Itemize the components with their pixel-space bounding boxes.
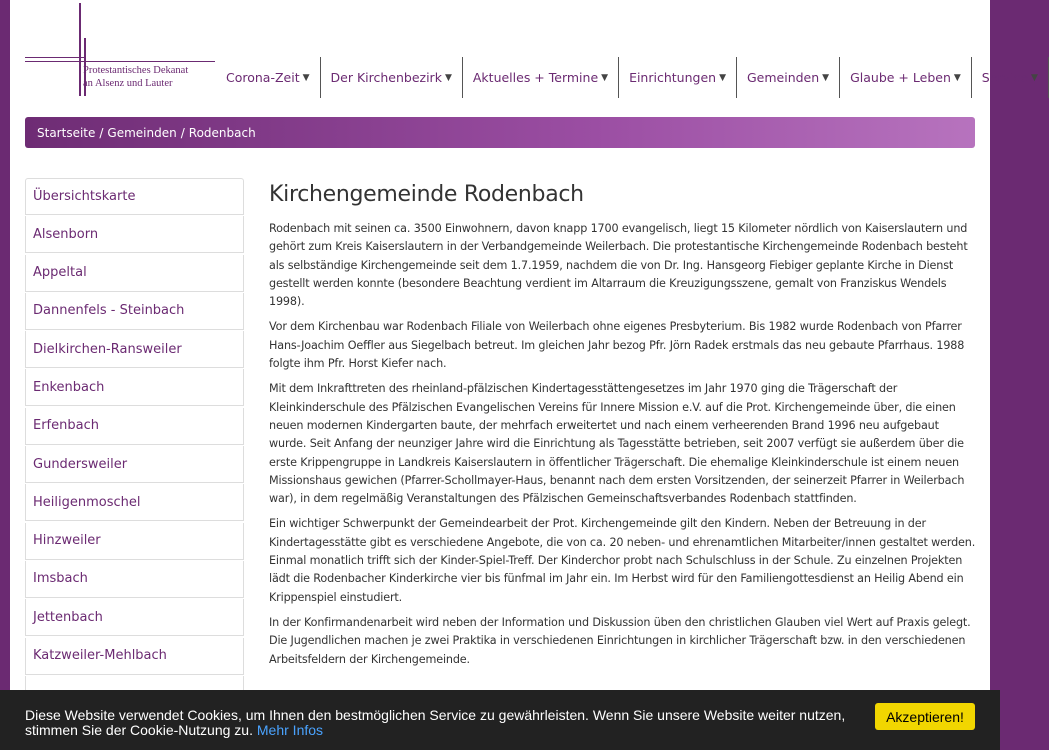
content-paragraph: Mit dem Inkrafttreten des rheinland-pfälzischen Kindertagesstättengesetzes im Jahr 1970 ging die Trägerschaft der Kleinkinderschule des Pfälzischen Evangelischen Vereins für Innere Mission e.V. auf die Prot. Kirchengemeinde über, die einen neuen modernen Kindergarten baute, der mehrfach erweitertet und nach einem verheerenden Brand 1996 neu aufgebaut wurde. Seit Anfang der neunziger Jahre wird die Einrichtung als Tagesstätte betrieben, seit 2007 verfügt sie außerdem über die erste Krippengruppe in Landkreis Kaiserslautern in öffentlicher Trägerschaft. Die ehemalige Kleinkinderschule ist einem neuen Missionshaus gewichen (Pfarrer-Schollmayer-Haus, benannt nach dem ersten Vorsitzenden, der seinerzeit Pfarrer in Weilerbach war), in dem regelmäßig Veranstaltungen des Pfälzischen Gemeinschaftsverbandes Rodenbach stattfinden. [269,382,965,506]
breadcrumb [25,117,975,148]
cookie-accept-button[interactable]: Akzeptieren! [875,703,975,730]
breadcrumb-home-link[interactable]: Startseite [37,125,96,140]
nav-item-glaube-leben[interactable] [839,57,971,98]
content-paragraph: Vor dem Kirchenbau war Rodenbach Filiale von Weilerbach ohne eigenes Presbyterium. Bis 1982 wurde Rodenbach von Pfarrer Hans-Joachim Oeffler aus Siegelbach betreut. Im gleichen Jahr bezog Pfr. Jörn Radek erstmals das neu gebaute Pfarrhaus. 1988 folgte ihm Pfr. Horst Kiefer nach. [269,320,965,371]
cookie-banner [0,690,1000,750]
logo-line-2: an Alsenz und Lauter [83,78,173,89]
sidebar-item-dannenfels-steinbach[interactable]: Dannenfels - Steinbach [25,293,244,330]
sidebar-item-uebersichtskarte[interactable]: Übersichtskarte [25,178,244,215]
nav-item-label: Aktuelles + Termine [472,70,599,85]
content-paragraph: In der Konfirmandenarbeit wird neben der Information und Diskussion üben den christlichen Glauben viel Wert auf Praxis gelegt. Die Jugendlichen machen je zwei Praktika in verschiedenen Einrichtungen in kirchlicher Trägerschaft bzw. in den verschiedenen Arbeitsfeldern der Kirchengemeinde. [269,615,971,666]
cookie-more-info-link[interactable]: Mehr Infos [256,722,324,738]
sidebar-item-dielkirchen-ransweiler[interactable]: Dielkirchen-Ransweiler [25,331,244,368]
sidebar-item-heiligenmoschel[interactable]: Heiligenmoschel [25,484,244,521]
nav-item-gemeinden[interactable] [736,57,839,98]
nav-item-einrichtungen[interactable] [618,57,736,98]
caret-down-icon: ▼ [822,72,830,83]
page [10,0,1038,750]
sidebar-item-imsbach[interactable]: Imsbach [25,561,244,598]
cookie-message [25,708,865,738]
cookie-text: Diese Website verwendet Cookies, um Ihnen den bestmöglichen Service zu gewährleisten. Wenn Sie unsere Website weiter nutzen, stimmen Sie der Cookie-Nutzung zu. [25,707,846,738]
sidebar-item-appeltal[interactable]: Appeltal [25,255,244,292]
nav-item-label: Glaube + Leben [850,70,951,85]
nav-item-label: Gemeinden [746,70,820,85]
sidebar-item-alsenborn[interactable]: Alsenborn [25,216,244,253]
breadcrumb-separator: / [99,125,104,140]
nav-item-kirchenbezirk[interactable] [320,57,462,98]
nav-item-corona-zeit[interactable] [216,57,320,98]
sidebar-menu [25,178,244,714]
content-paragraph: Rodenbach mit seinen ca. 3500 Einwohnern, davon knapp 1700 evangelisch, liegt 15 Kilometer nördlich von Kaiserslautern und gehört zum Kreis Kaiserslautern in der Verbandgemeinde Weilerbach. Die protestantische Kirchengemeinde Rodenbach besteht als selbständige Kirchengemeinde seit dem 1.7.1959, nachdem die von Dr. Ing. Hansgeorg Fiebiger geplante Kirche in Dienst gestellt werden konnte (besondere Beachtung verdient im Altarraum die Kreuzigungsszene, gemalt von Franziskus Wendels 1998). [269,222,968,309]
logo-cross-line [25,57,85,58]
page-title: Kirchengemeinde Rodenbach [269,182,584,207]
caret-down-icon: ▼ [719,72,726,83]
sidebar-item-jettenbach[interactable]: Jettenbach [25,599,244,636]
site-logo[interactable] [25,0,205,100]
caret-down-icon: ▼ [1031,72,1038,83]
nav-item-label: Einrichtungen [629,70,717,85]
caret-down-icon: ▼ [953,72,961,83]
caret-down-icon: ▼ [444,72,452,83]
sidebar-item-hinzweiler[interactable]: Hinzweiler [25,523,244,560]
logo-line-1: Protestantisches Dekanat [83,65,189,76]
main-content [269,182,977,676]
sidebar-item-erfenbach[interactable]: Erfenbach [25,408,244,445]
main-navigation [216,57,1049,98]
nav-item-label: Service [981,70,1028,85]
sidebar-item-katzweiler-mehlbach[interactable]: Katzweiler-Mehlbach [25,638,244,675]
nav-item-label: Corona-Zeit [226,70,300,85]
breadcrumb-separator: / [180,125,185,140]
breadcrumb-section-link[interactable]: Gemeinden [107,125,177,140]
logo-text [83,64,188,90]
sidebar-item-enkenbach[interactable]: Enkenbach [25,369,244,406]
content-paragraph: Ein wichtiger Schwerpunkt der Gemeindearbeit der Prot. Kirchengemeinde gilt den Kindern. Neben der Betreuung in der Kindertagesstätte gibt es verschiedene Angebote, die von ca. 20 neben- und ehrenamtlichen Mitarbeiter/innen gestaltet werden. Einmal monatlich trifft sich der Kinder-Spiel-Treff. Der Kinderchor probt nach Schulschluss in der Schule. Zu einzelnen Projekten lädt die Rodenbacher Kinderkirche vier bis fünfmal im Jahr ein. Im Herbst wird für den Familiengottesdienst an Heilig Abend ein Krippenspiel einstudiert. [269,517,976,604]
nav-item-label: Der Kirchenbezirk [330,70,442,85]
sidebar-item-gundersweiler[interactable]: Gundersweiler [25,446,244,483]
logo-cross-line [25,61,215,62]
nav-item-service[interactable] [971,57,1049,98]
caret-down-icon: ▼ [601,72,609,83]
logo-cross-line [79,3,81,96]
breadcrumb-current: Rodenbach [188,125,256,140]
caret-down-icon: ▼ [302,72,310,83]
nav-item-aktuelles-termine[interactable] [462,57,618,98]
